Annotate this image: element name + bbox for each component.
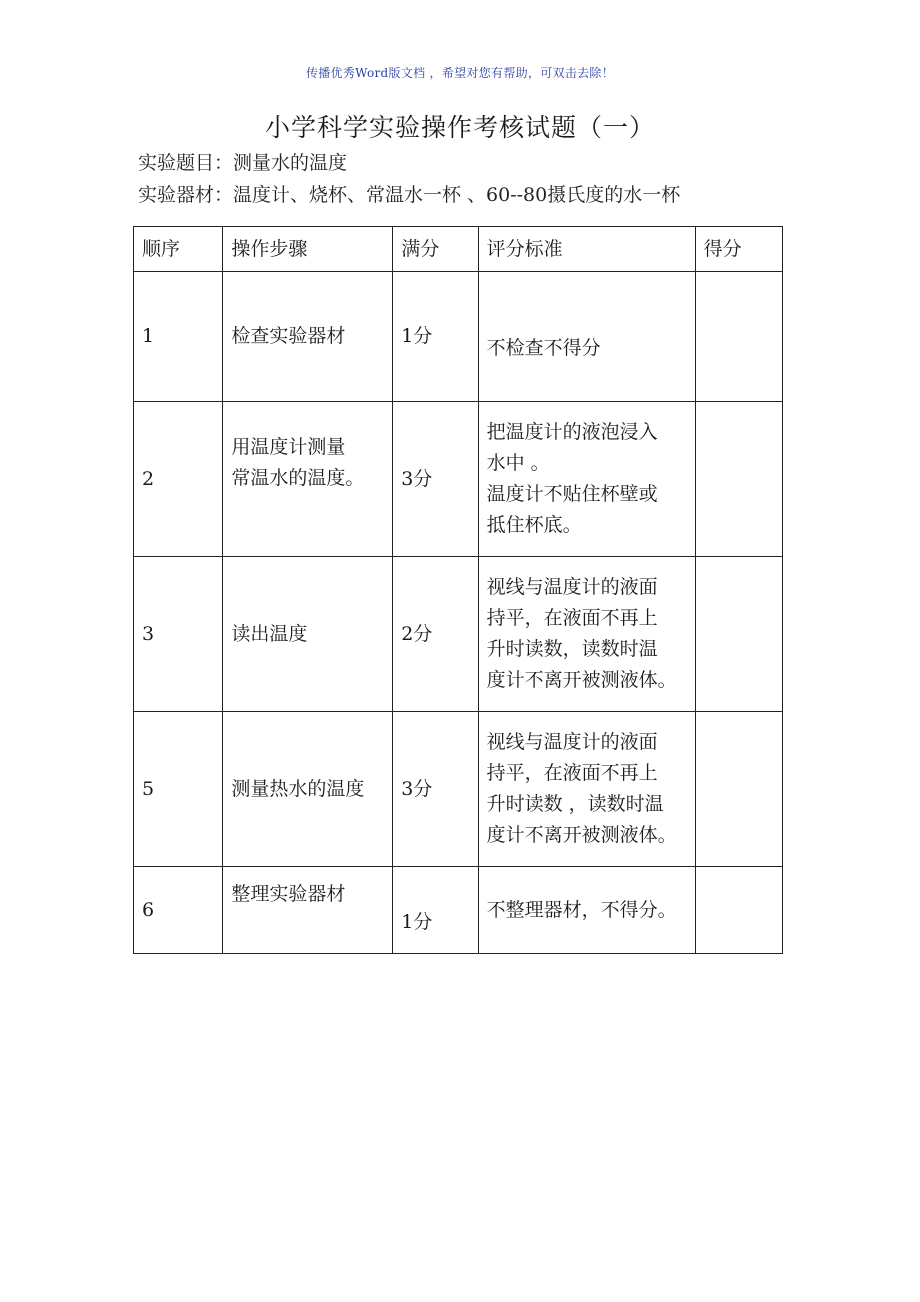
scoring-table (133, 226, 783, 954)
experiment-topic: 实验题目：测量水的温度 (138, 152, 348, 174)
table-header-row (134, 227, 783, 272)
header-step: 操作步骤 (223, 227, 393, 272)
cell-step (223, 402, 393, 557)
header-order: 顺序 (134, 227, 223, 272)
table-row (134, 272, 783, 402)
cell-points: 1分 (393, 272, 478, 402)
cell-order: 6 (134, 867, 223, 954)
criteria-text: 不检查不得分 (486, 337, 601, 359)
header-criteria: 评分标准 (478, 227, 695, 272)
cell-criteria: 视线与温度计的液面 持平，在液面不再上 升时读数，读数时温 度计不离开被测液体。 (478, 557, 695, 712)
cell-points (393, 867, 478, 954)
table-row (134, 557, 783, 712)
cell-score (695, 557, 782, 712)
cell-criteria: 不整理器材，不得分。 (478, 867, 695, 954)
header-note: 传播优秀Word版文档 ，希望对您有帮助，可双击去除！ (305, 66, 615, 80)
step-text: 整理实验器材 (231, 882, 346, 905)
cell-order: 5 (134, 712, 223, 867)
cell-order: 1 (134, 272, 223, 402)
page-title: 小学科学实验操作考核试题（一） (264, 113, 655, 142)
cell-score (695, 712, 782, 867)
cell-score (695, 402, 782, 557)
table-row (134, 867, 783, 954)
header-points: 满分 (393, 227, 478, 272)
cell-points: 2分 (393, 557, 478, 712)
cell-criteria (478, 272, 695, 402)
cell-score (695, 867, 782, 954)
table-row (134, 712, 783, 867)
table-row (134, 402, 783, 557)
cell-points: 3分 (393, 712, 478, 867)
experiment-materials: 实验器材：温度计、烧杯、常温水一杯 、60--80摄氏度的水一杯 (138, 184, 681, 206)
cell-step: 读出温度 (223, 557, 393, 712)
cell-score (695, 272, 782, 402)
step-text: 用温度计测量 常温水的温度。 (231, 436, 365, 489)
cell-order: 2 (134, 402, 223, 557)
cell-criteria: 视线与温度计的液面 持平，在液面不再上 升时读数 ，读数时温 度计不离开被测液体。 (478, 712, 695, 867)
points-text: 1分 (401, 910, 433, 933)
header-score: 得分 (695, 227, 782, 272)
cell-points: 3分 (393, 402, 478, 557)
cell-order: 3 (134, 557, 223, 712)
cell-criteria: 把温度计的液泡浸入 水中 。 温度计不贴住杯壁或 抵住杯底。 (478, 402, 695, 557)
cell-step: 测量热水的温度 (223, 712, 393, 867)
cell-step (223, 867, 393, 954)
cell-step: 检查实验器材 (223, 272, 393, 402)
